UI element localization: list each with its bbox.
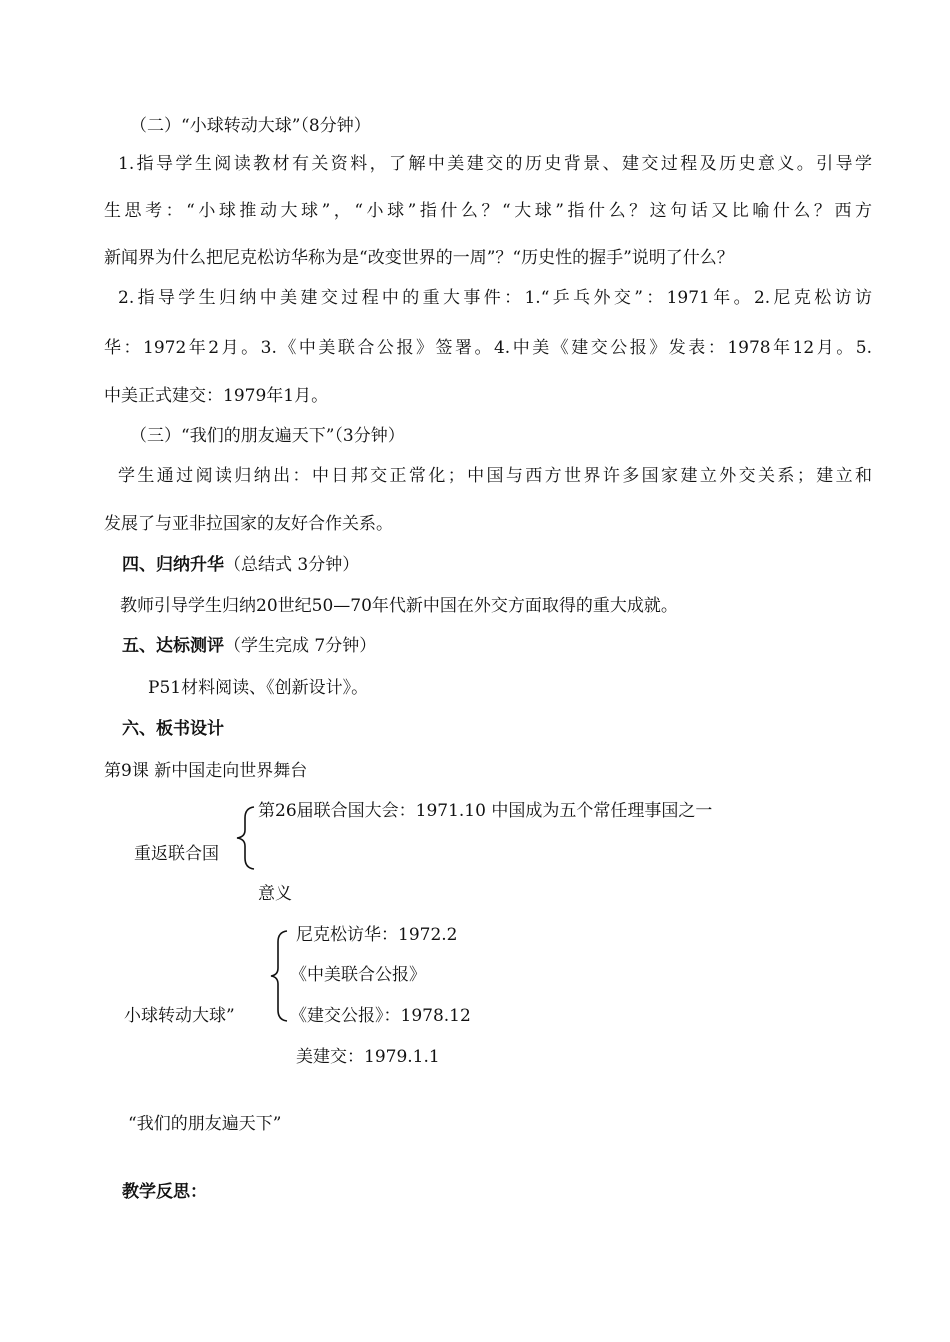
board-group2-item1: 尼克松访华：1972.2 [296,925,458,945]
paragraph-1-line-1: 1.指导学生阅读教材有关资料，了解中美建交的历史背景、建交过程及历史意义。引导学 [118,154,872,174]
section-2-heading: （二）“小球转动大球”（8分钟） [130,116,371,136]
paragraph-2-line-1: 2.指导学生归纳中美建交过程中的重大事件：1.“乒乓外交”：1971年。2.尼克松访访 [118,288,872,308]
paragraph-3 [104,464,872,536]
paragraph-5: P51材料阅读、《创新设计》。 [148,678,369,698]
board-group1-item1: 第26届联合国大会：1971.10 中国成为五个常任理事国之一 [258,801,713,821]
paragraph-4: 教师引导学生归纳20世纪50—70年代新中国在外交方面取得的重大成就。 [120,596,678,616]
left-brace-2 [268,930,290,1022]
section-4-heading [122,553,359,577]
board-lesson-title: 第9课 新中国走向世界舞台 [104,761,308,781]
paragraph-2 [104,286,872,408]
paragraph-2-line-3: 中美正式建交：1979年1月。 [104,386,329,406]
section-5-title: 五、达标测评 [122,636,224,656]
paragraph-1-line-3: 新闻界为什么把尼克松访华称为是“改变世界的一周”？“历史性的握手”说明了什么？ [104,248,734,268]
board-group3-label: “我们的朋友遍天下” [128,1114,282,1134]
paragraph-3-line-1: 学生通过阅读归纳出：中日邦交正常化；中国与西方世界许多国家建立外交关系；建立和 [118,466,872,486]
paragraph-2-line-2: 华：1972年2月。3.《中美联合公报》签署。4.中美《建交公报》发表：1978年12月。5. [104,338,872,358]
board-group2-label: 小球转动大球” [124,1006,235,1026]
paragraph-1-line-2: 生思考：“小球推动大球”，“小球”指什么？“大球”指什么？这句话又比喻什么？西方 [104,201,872,221]
board-group1-item2: 意义 [258,884,292,904]
left-brace-1 [234,806,258,870]
section-4-title: 四、归纳升华 [122,555,224,575]
board-group1-label: 重返联合国 [134,844,219,864]
board-group2-item3: 《建交公报》：1978.12 [290,1006,471,1026]
section-3-heading: （三）“我们的朋友遍天下”（3分钟） [130,426,405,446]
paragraph-3-line-2: 发展了与亚非拉国家的友好合作关系。 [104,514,393,534]
section-6-title: 六、板书设计 [122,719,224,739]
paragraph-1 [104,152,872,270]
board-group2-item4: 美建交：1979.1.1 [296,1047,440,1067]
section-4-note: （总结式 3分钟） [224,555,360,575]
board-group2-item2: 《中美联合公报》 [290,965,426,985]
section-5-heading [122,634,376,658]
reflection-title: 教学反思： [122,1182,207,1202]
section-5-note: （学生完成 7分钟） [224,636,377,656]
